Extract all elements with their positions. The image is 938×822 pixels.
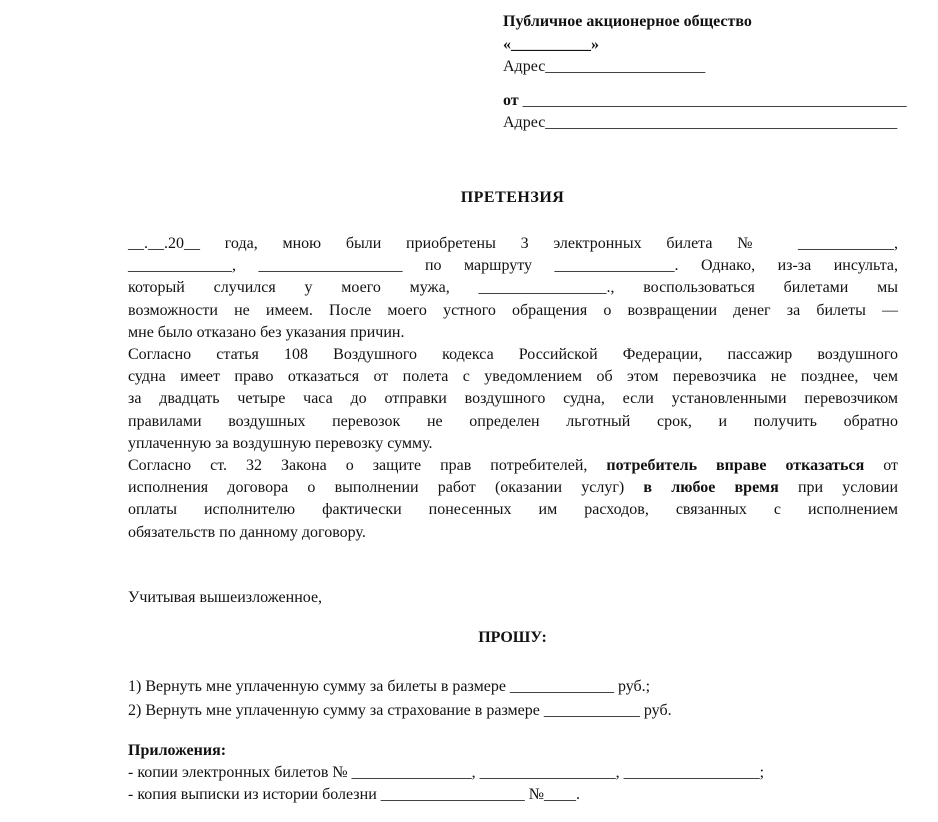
company-type: Публичное акционерное общество	[503, 13, 752, 30]
paragraph-line: уплаченную за воздушную перевозку сумму.	[128, 434, 433, 452]
paragraph-line	[128, 455, 898, 477]
text-fragment: Согласно ст. 32 Закона о защите прав потребителей,	[128, 457, 588, 475]
request-item: 1) Вернуть мне уплаченную сумму за билеты в размере _____________ руб.;	[128, 678, 651, 695]
attachment-item: - копии электронных билетов № _______________, _________________, _________________;	[128, 764, 765, 781]
paragraph-line: оплаты исполнителю фактически понесенных им расходов, связанных с исполнением	[128, 501, 898, 519]
request-item: 2) Вернуть мне уплаченную сумму за страхование в размере ____________ руб.	[128, 702, 672, 719]
paragraph-line	[128, 477, 898, 499]
paragraph-line: за двадцать четыре часа до отправки воздушного судна, если установленными перевозчиком	[128, 390, 898, 408]
request-list	[128, 675, 672, 723]
addressee-block	[503, 11, 907, 135]
from-label: от	[503, 91, 519, 109]
attachment-item: - копия выписки из истории болезни __________________ №____.	[128, 786, 581, 803]
text-fragment: при условии	[797, 479, 899, 497]
bold-emphasis: в любое время	[643, 479, 779, 497]
request-heading: ПРОШУ:	[478, 629, 547, 646]
paragraph-line: Согласно статья 108 Воздушного кодекса Российской Федерации, пассажир воздушного	[128, 346, 898, 364]
paragraph-line: который случился у моего мужа, ________________., воспользоваться билетами мы	[128, 279, 898, 297]
sender-line	[503, 90, 907, 113]
document-title: ПРЕТЕНЗИЯ	[460, 189, 565, 206]
paragraph-consumer-law	[128, 455, 898, 544]
text-fragment: исполнения договора о выполнении работ (оказании услуг)	[128, 479, 625, 497]
closing-phrase: Учитывая вышеизложенное,	[128, 589, 323, 606]
company-address-line: Адрес____________________	[503, 58, 706, 75]
claim-body	[128, 233, 898, 544]
paragraph-line: правилами воздушных перевозок не определен льготный срок, и получить обратно	[128, 412, 898, 430]
text-fragment: от	[883, 457, 899, 475]
paragraph-air-code	[128, 344, 898, 455]
paragraph-purchase	[128, 233, 898, 344]
paragraph-line: судна имеет право отказаться от полета с уведомлением об этом перевозчика не позднее, чем	[128, 368, 898, 386]
company-name-blank: «__________»	[503, 35, 599, 53]
paragraph-line: _____________, __________________ по маршруту _______________. Однако, из-за инсульта,	[128, 257, 898, 275]
attachments-title: Приложения:	[128, 742, 227, 759]
bold-emphasis: потребитель вправе отказаться	[606, 457, 865, 475]
sender-address-line: Адрес____________________________________________	[503, 114, 898, 131]
paragraph-line: __.__.20__ года, мною были приобретены 3 электронных билета № ____________,	[128, 235, 898, 252]
sender-name-blank: ________________________________________________	[522, 91, 907, 109]
attachments-section	[128, 740, 764, 806]
paragraph-line: обязательств по данному договору.	[128, 523, 366, 541]
paragraph-line: возможности не имеем. После моего устного обращения о возвращении денег за билеты —	[128, 301, 898, 319]
paragraph-line: мне было отказано без указания причин.	[128, 323, 405, 341]
